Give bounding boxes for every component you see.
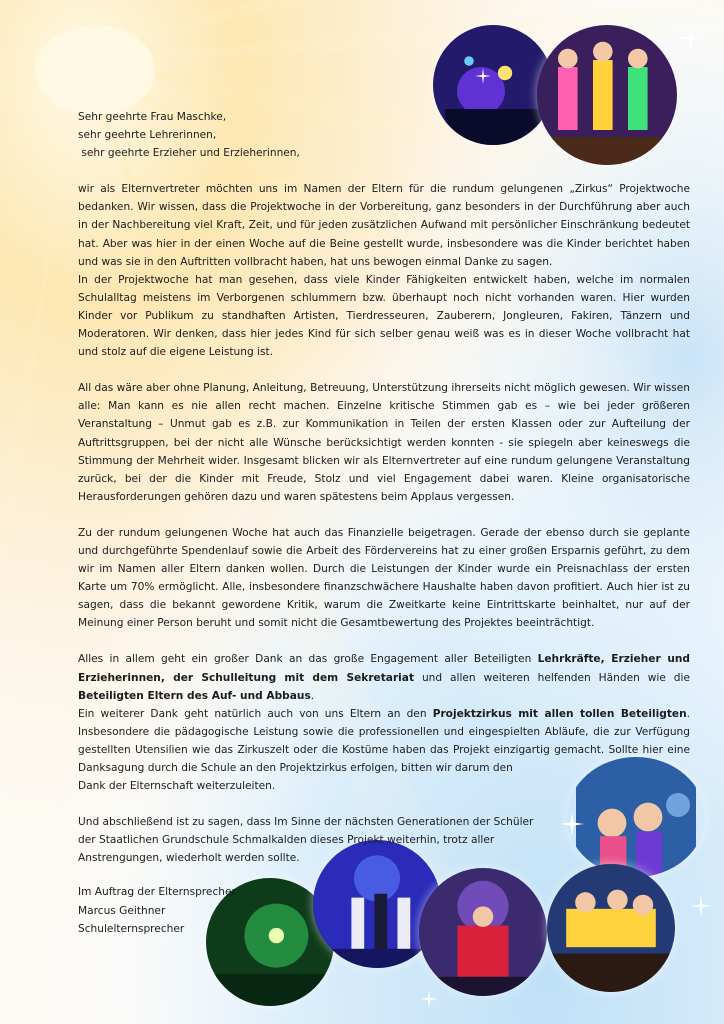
closing (78, 813, 690, 867)
paragraph-thanks-staff (78, 650, 690, 704)
greeting-line: Sehr geehrte Frau Maschke, (78, 111, 227, 123)
paragraph-abilities: In der Projektwoche hat man gesehen, dass viele Kinder Fähigkeiten entwickelt haben, welche im normalen Schulalltag meistens im Verborgenen schlummern bzw. überhaupt noch nicht vorhanden waren. Hier wurden Kinder vor Publikum zu standhaften Artisten, Tierdresseuren, Zauberern, Jongleuren, Fakiren, Tänzern und Moderatoren. Wir denken, dass hier jedes Kind für sich selber genau weiß was es in dieser Woche vollbracht hat und stolz auf die eigene Leistung ist. (78, 273, 690, 359)
paragraph-thanks-circus (78, 705, 690, 777)
text-segment: und allen weiteren helfenden Händen wie die (414, 671, 690, 684)
sparkle-icon (475, 68, 491, 84)
signature-role: Schulelternsprecher (78, 922, 185, 935)
closing-line: der Staatlichen Grundschule Schmalkalden dieses Projekt weiterhin, trotz aller (78, 834, 495, 847)
greeting-line: sehr geehrte Lehrerinnen, (78, 129, 217, 142)
signature-name: Marcus Geithner (78, 904, 166, 917)
sparkle-icon (690, 895, 712, 917)
bold-segment: Lehrkräfte, Erzieher und Erzieherinnen, der Schulleitung mit dem Sekretariat (78, 653, 690, 684)
paragraph-planning: All das wäre aber ohne Planung, Anleitung, Betreuung, Unterstützung ihrerseits nicht möglich gewesen. Wir wissen alle: Man kann es nie allen recht machen. Einzelne kritische Stimmen gab es – wie bei jeder größeren Veranstaltung – Unmut gab es z.B. zur Kommunikation in Teilen der ersten Klassen oder zur Aufteilung der Auftrittsgruppen, bei der nicht alle Wünsche berücksichtigt werden konnten - sie spiegeln aber keineswegs die Stimmung der Mehrheit wider. Insgesamt blicken wir als Elternvertreter auf eine rundum gelungene Veranstaltung zurück, bei der die Kinder mit Freude, Stolz und viel Engagement dabei waren. Kleine organisatorische Herausforderungen gehören dazu und waren spätestens beim Applaus vergessen. (78, 382, 690, 503)
text-segment: Ein weiterer Dank geht natürlich auch von uns Eltern an den (78, 707, 433, 720)
sparkle-icon (678, 25, 704, 51)
signature (78, 883, 690, 937)
bold-segment: Projektzirkus mit allen tollen Beteiligten (432, 707, 687, 720)
greeting (78, 108, 690, 162)
bold-segment: Beteiligten Eltern des Auf- und Abbaus (78, 689, 311, 702)
paragraph-intro: wir als Elternvertreter möchten uns im Namen der Eltern für die rundum gelungenen „Zirkus“ Projektwoche bedanken. Wir wissen, dass die Projektwoche in der Vorbereitung, ganz besonders in der Durchführung aber auch in der Nachbereitung viel Kraft, Zeit, und für jeden zusätzlichen Aufwand mit persönlicher Einschränkung bedeutet hat. Aber was hier in der einen Woche auf die Beine gestellt wurde, insbesondere was die Kinder berichtet haben und was sie in den Auftritten vollbracht haben, hat uns bewogen einmal Danke zu sagen. (78, 183, 690, 268)
closing-line: Und abschließend ist zu sagen, dass Im Sinne der nächsten Generationen der Schüler (78, 816, 534, 829)
paragraph-thanks-circus-end: Dank der Elternschaft weiterzuleiten. (78, 780, 276, 793)
letter-body (78, 108, 690, 938)
text-segment: . (310, 689, 315, 702)
closing-line: Anstrengungen, wiederholt werden sollte. (78, 852, 300, 865)
signature-line: Im Auftrag der Elternsprecher (78, 886, 236, 899)
greeting-line: sehr geehrte Erzieher und Erzieherinnen, (78, 147, 300, 160)
text-segment: . Insbesondere die pädagogische Leistung sowie die professionellen und eingespielten Abläufe, die zur Verfügung gestellten Utensilien wie das Zirkuszelt oder die Kostüme haben das Projekt einzigartig gemacht. Sollte hier eine Danksagung durch die Schule an den Projektzirkus erfolgen, bitten wir darum den (78, 707, 690, 774)
sparkle-icon (420, 990, 438, 1008)
text-segment: Alles in allem geht ein großer Dank an das große Engagement aller Beteiligten (78, 653, 538, 666)
paragraph-finances: Zu der rundum gelungenen Woche hat auch das Finanzielle beigetragen. Gerade der ebenso durch sie geplante und durchgeführte Spendenlauf sowie die Arbeit des Fördervereins hat zu einer großen Ersparnis geführt, zu dem wir im Namen aller Eltern danken wollen. Durch die Leistungen der Kinder wurde ein Preisnachlass der ersten Karte um 70% ermöglicht. Alle, insbesondere finanzschwächere Haushalte haben davon profitiert. Auch hier ist zu sagen, dass die bekannt gewordene Kritik, warum die Zweitkarte keine Eintrittskarte beinhaltet, nur auf der Meinung einer Person beruht und somit nicht die Gesamtbewertung des Projektes beeinträchtigt. (78, 526, 690, 630)
